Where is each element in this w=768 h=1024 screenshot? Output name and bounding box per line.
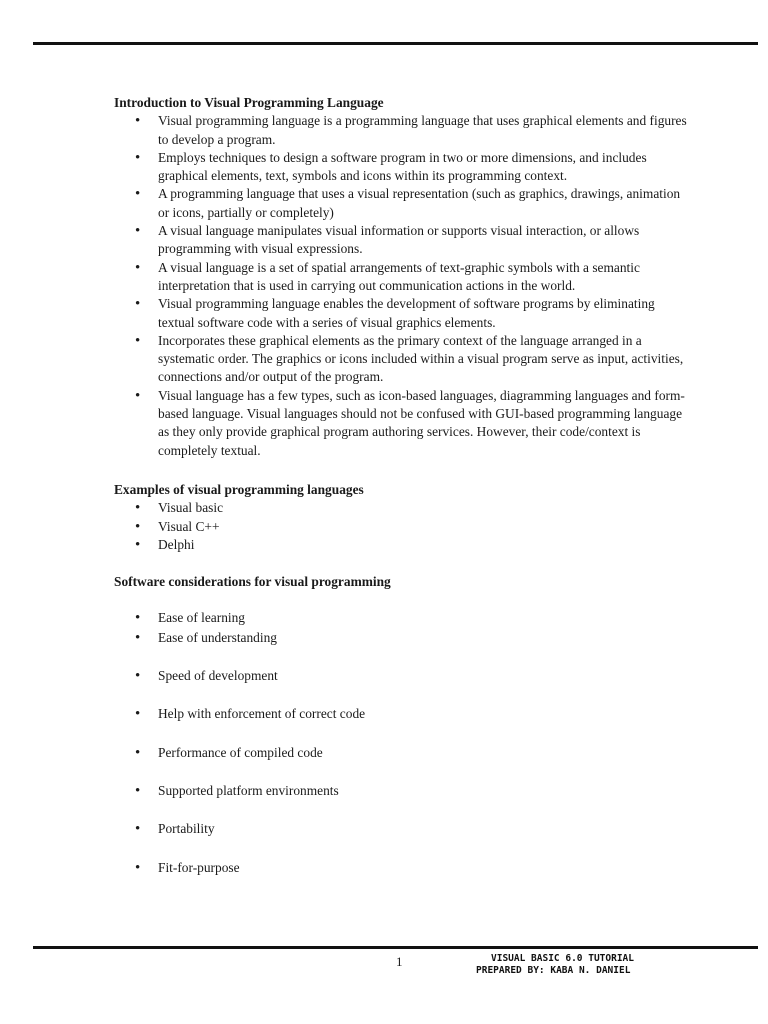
section-heading: Examples of visual programming languages <box>114 481 364 497</box>
list-item: • Visual programming language enables the development of software programs by eliminating textual software code with a series of visual graphics elements. <box>114 295 694 332</box>
section-heading: Software considerations for visual programming <box>114 574 391 590</box>
list-item: • Ease of understanding <box>114 629 694 647</box>
list-item: • Fit-for-purpose <box>114 859 694 877</box>
list-item: • Delphi <box>114 536 694 554</box>
list-item: • Visual C++ <box>114 518 694 536</box>
list-item: • Speed of development <box>114 667 694 685</box>
footer-title: VISUAL BASIC 6.0 TUTORIAL <box>491 953 634 964</box>
list-item: • Performance of compiled code <box>114 744 694 762</box>
section-introduction <box>114 94 694 460</box>
list-item: • Ease of learning <box>114 609 694 627</box>
list-item: • Help with enforcement of correct code <box>114 705 694 723</box>
section-considerations <box>114 573 694 877</box>
document-body <box>114 94 694 877</box>
list-item: • Incorporates these graphical elements as the primary context of the language arranged in a systematic order. The graphics or icons included within a visual program serve as input, activities, connections and/or output of the program. <box>114 332 694 387</box>
section-examples <box>114 481 694 554</box>
list-item: • A programming language that uses a visual representation (such as graphics, drawings, animation or icons, partially or completely) <box>114 185 694 222</box>
bullet-list <box>114 112 694 460</box>
list-item: • Visual language has a few types, such as icon-based languages, diagramming languages and form-based language. Visual languages should not be confused with GUI-based programming language as they only provide graphical program authoring services. However, their code/context is completely textual. <box>114 387 694 460</box>
list-item: • A visual language is a set of spatial arrangements of text-graphic symbols with a semantic interpretation that is used in carrying out communication actions in the world. <box>114 259 694 296</box>
section-heading: Introduction to Visual Programming Language <box>114 95 384 110</box>
page-number: 1 <box>396 954 403 969</box>
bullet-list <box>114 499 694 554</box>
list-item: • A visual language manipulates visual information or supports visual interaction, or allows programming with visual expressions. <box>114 222 694 259</box>
list-item: • Employs techniques to design a software program in two or more dimensions, and includes graphical elements, text, symbols and icons within its programming context. <box>114 149 694 186</box>
list-item: • Supported platform environments <box>114 782 694 800</box>
bullet-list <box>114 609 694 876</box>
footer-rule <box>33 946 758 949</box>
list-item: • Portability <box>114 820 694 838</box>
header-rule <box>33 42 758 45</box>
list-item: • Visual programming language is a programming language that uses graphical elements and figures to develop a program. <box>114 112 694 149</box>
footer-credits <box>476 953 634 977</box>
footer-author: PREPARED BY: KABA N. DANIEL <box>476 965 631 976</box>
list-item: • Visual basic <box>114 499 694 517</box>
